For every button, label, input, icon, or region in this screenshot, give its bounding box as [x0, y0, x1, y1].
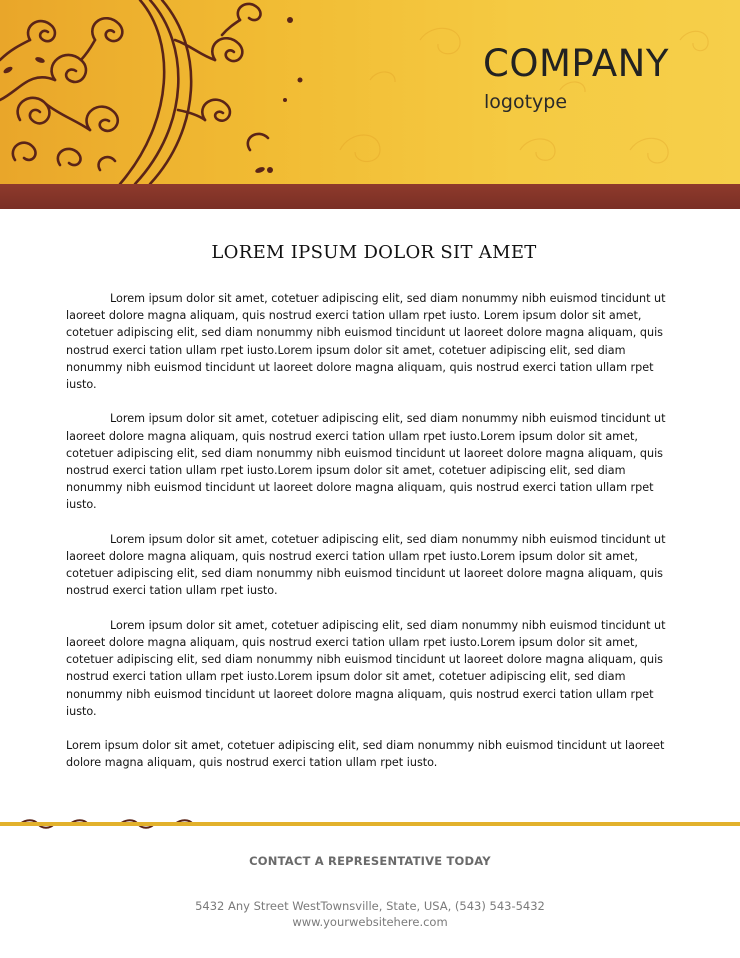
paragraph: Lorem ipsum dolor sit amet, cotetuer adipiscing elit, sed diam nonummy nibh euismod tincidunt ut laoreet dolore magna aliquam, quis nostrud exerci tation ullam rpet iusto.Lorem ipsum dolor sit amet, cotetuer adipiscing elit, sed diam nonummy nibh euismod tincidunt ut laoreet dolore magna aliquam, quis nostrud exerci tation ullam rpet iusto.Lorem ipsum dolor sit amet, cotetuer adipiscing elit, sed diam nonummy nibh euismod tincidunt ut laoreet dolore magna aliquam, quis nostrud exerci tation ullam rpet iusto. — [66, 618, 666, 718]
document-title: LOREM IPSUM DOLOR SIT AMET — [211, 242, 537, 263]
contact-address: 5432 Any Street WestTownsville, State, USA, (543) 543-5432 — [195, 899, 545, 913]
contact-heading: CONTACT A REPRESENTATIVE TODAY — [249, 854, 491, 868]
document-body — [66, 290, 676, 789]
paragraph: Lorem ipsum dolor sit amet, cotetuer adipiscing elit, sed diam nonummy nibh euismod tincidunt ut laoreet dolore magna aliquam, quis nostrud exerci tation ullam rpet iusto.Lorem ipsum dolor sit amet, cotetuer adipiscing elit, sed diam nonummy nibh euismod tincidunt ut laoreet dolore magna aliquam, quis nostrud exerci tation ullam rpet iusto.Lorem ipsum dolor sit amet, cotetuer adipiscing elit, sed diam nonummy nibh euismod tincidunt ut laoreet dolore magna aliquam, quis nostrud exerci tation ullam rpet iusto. — [66, 412, 666, 512]
company-logotype: logotype — [484, 91, 568, 113]
paragraph: Lorem ipsum dolor sit amet, cotetuer adipiscing elit, sed diam nonummy nibh euismod tincidunt ut laoreet dolore magna aliquam, quis nostrud exerci tation ullam rpet iusto. Lorem ipsum dolor sit amet, cotetuer adipiscing elit, sed diam nonummy nibh euismod tincidunt ut laoreet dolore magna aliquam, quis nostrud exerci tation ullam rpet iusto.Lorem ipsum dolor sit amet, cotetuer adipiscing elit, sed diam nonummy nibh euismod tincidunt ut laoreet dolore magna aliquam, quis nostrud exerci tation ullam rpet iusto. — [66, 292, 666, 392]
swirl-ornament-icon — [0, 0, 330, 184]
footer-divider — [0, 822, 740, 826]
letterhead-header — [0, 0, 740, 184]
website-link[interactable]: www.yourwebsitehere.com — [292, 915, 448, 929]
paragraph: Lorem ipsum dolor sit amet, cotetuer adipiscing elit, sed diam nonummy nibh euismod tincidunt ut laoreet dolore magna aliquam, quis nostrud exerci tation ullam rpet iusto.Lorem ipsum dolor sit amet, cotetuer adipiscing elit, sed diam nonummy nibh euismod tincidunt ut laoreet dolore magna aliquam, quis nostrud exerci tation ullam rpet iusto. — [66, 532, 666, 598]
header-band — [0, 184, 740, 209]
paragraph: Lorem ipsum dolor sit amet, cotetuer adipiscing elit, sed diam nonummy nibh euismod tincidunt ut laoreet dolore magna aliquam, quis nostrud exerci tation ullam rpet iusto. — [66, 739, 665, 770]
company-name: COMPANY — [483, 42, 669, 85]
